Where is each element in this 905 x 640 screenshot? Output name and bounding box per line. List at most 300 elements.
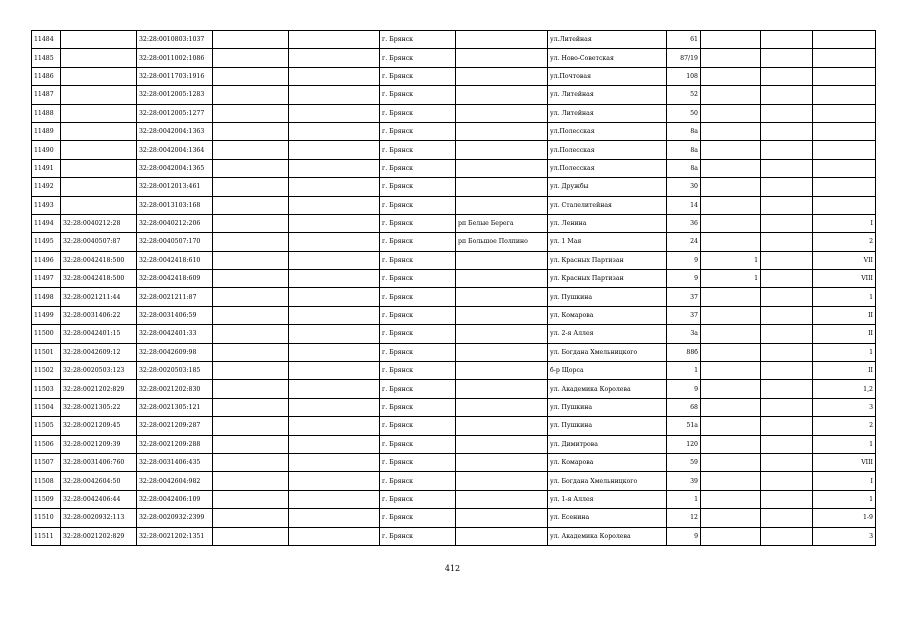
cell-settlement — [456, 343, 548, 361]
cell-col-4 — [213, 306, 289, 324]
cell-house-number: 88б — [667, 343, 701, 361]
cell-col-11 — [761, 86, 813, 104]
cell-room-number — [813, 67, 876, 85]
cell-object-cadastral-number: 32:28:0021211:87 — [137, 288, 213, 306]
cell-row-number: 11485 — [32, 49, 61, 67]
cell-house-number: 59 — [667, 453, 701, 471]
cell-settlement — [456, 325, 548, 343]
cell-parcel-cadastral-number — [61, 196, 137, 214]
cell-col-4 — [213, 490, 289, 508]
cell-row-number: 11505 — [32, 417, 61, 435]
cell-col-4 — [213, 251, 289, 269]
cell-row-number: 11495 — [32, 233, 61, 251]
cell-col-10 — [701, 343, 761, 361]
cell-city: г. Брянск — [380, 453, 456, 471]
cell-col-11 — [761, 251, 813, 269]
cell-city: г. Брянск — [380, 159, 456, 177]
cell-parcel-cadastral-number — [61, 104, 137, 122]
cell-col-11 — [761, 196, 813, 214]
cell-col-11 — [761, 67, 813, 85]
cell-street: ул. Богдана Хмельницкого — [548, 472, 667, 490]
cell-city: г. Брянск — [380, 362, 456, 380]
cell-parcel-cadastral-number: 32:28:0020503:123 — [61, 362, 137, 380]
cell-object-cadastral-number: 32:28:0011703:1916 — [137, 67, 213, 85]
cell-house-number: 3а — [667, 325, 701, 343]
cell-parcel-cadastral-number — [61, 86, 137, 104]
cell-house-number: 37 — [667, 288, 701, 306]
cell-parcel-cadastral-number: 32:28:0031406:760 — [61, 453, 137, 471]
cell-street: ул. Димитрова — [548, 435, 667, 453]
cell-parcel-cadastral-number: 32:28:0040507:87 — [61, 233, 137, 251]
cell-object-cadastral-number: 32:28:0040507:170 — [137, 233, 213, 251]
cell-object-cadastral-number: 32:28:0021202:1351 — [137, 527, 213, 545]
cell-row-number: 11509 — [32, 490, 61, 508]
cell-settlement — [456, 141, 548, 159]
cell-room-number — [813, 141, 876, 159]
cell-house-number: 9 — [667, 270, 701, 288]
cell-col-4 — [213, 233, 289, 251]
cell-street: ул. Есенина — [548, 509, 667, 527]
cell-col-11 — [761, 159, 813, 177]
cell-col-11 — [761, 178, 813, 196]
cell-house-number: 36 — [667, 214, 701, 232]
cell-col-4 — [213, 67, 289, 85]
cell-room-number: VII — [813, 251, 876, 269]
cell-object-cadastral-number: 32:28:0012013:461 — [137, 178, 213, 196]
cell-city: г. Брянск — [380, 214, 456, 232]
cell-col-10 — [701, 49, 761, 67]
cell-col-5 — [289, 233, 380, 251]
cell-parcel-cadastral-number: 32:28:0042418:500 — [61, 270, 137, 288]
cell-settlement — [456, 417, 548, 435]
cell-settlement — [456, 86, 548, 104]
cell-house-number: 12 — [667, 509, 701, 527]
cell-street: ул. Комарова — [548, 453, 667, 471]
cell-city: г. Брянск — [380, 49, 456, 67]
cell-col-11 — [761, 288, 813, 306]
cell-row-number: 11510 — [32, 509, 61, 527]
cell-street: ул. 2-я Аллея — [548, 325, 667, 343]
cell-col-10 — [701, 67, 761, 85]
cell-parcel-cadastral-number — [61, 67, 137, 85]
cell-room-number — [813, 104, 876, 122]
cell-object-cadastral-number: 32:28:0010803:1037 — [137, 31, 213, 49]
cell-parcel-cadastral-number: 32:28:0042401:15 — [61, 325, 137, 343]
cell-col-5 — [289, 472, 380, 490]
cell-street: ул. Богдана Хмельницкого — [548, 343, 667, 361]
cell-settlement — [456, 31, 548, 49]
table-row — [32, 159, 876, 177]
cell-parcel-cadastral-number: 32:28:0021202:829 — [61, 527, 137, 545]
cell-street: ул. Красных Партизан — [548, 270, 667, 288]
cell-col-11 — [761, 270, 813, 288]
cell-col-11 — [761, 453, 813, 471]
cell-object-cadastral-number: 32:28:0021305:121 — [137, 398, 213, 416]
cell-col-5 — [289, 251, 380, 269]
cell-col-10 — [701, 306, 761, 324]
table-body — [32, 31, 876, 546]
cell-city: г. Брянск — [380, 86, 456, 104]
cell-col-11 — [761, 214, 813, 232]
cell-col-11 — [761, 380, 813, 398]
cell-object-cadastral-number: 32:28:0042401:33 — [137, 325, 213, 343]
page-number: 412 — [444, 564, 461, 573]
cell-row-number: 11502 — [32, 362, 61, 380]
cell-parcel-cadastral-number: 32:28:0042406:44 — [61, 490, 137, 508]
table-row — [32, 417, 876, 435]
cell-col-5 — [289, 86, 380, 104]
cell-col-4 — [213, 288, 289, 306]
cell-room-number: 2 — [813, 417, 876, 435]
cell-row-number: 11504 — [32, 398, 61, 416]
cell-street: ул. 1 Мая — [548, 233, 667, 251]
cell-parcel-cadastral-number: 32:28:0042609:12 — [61, 343, 137, 361]
cell-city: г. Брянск — [380, 398, 456, 416]
cell-settlement — [456, 104, 548, 122]
cell-room-number: 3 — [813, 398, 876, 416]
cell-settlement — [456, 453, 548, 471]
cell-object-cadastral-number: 32:28:0042004:1365 — [137, 159, 213, 177]
cell-col-5 — [289, 214, 380, 232]
cell-object-cadastral-number: 32:28:0013103:168 — [137, 196, 213, 214]
cell-col-10 — [701, 178, 761, 196]
cell-col-4 — [213, 509, 289, 527]
cell-street: ул. Дружбы — [548, 178, 667, 196]
cell-room-number — [813, 122, 876, 140]
cell-col-4 — [213, 325, 289, 343]
cell-col-5 — [289, 380, 380, 398]
cell-street: ул.Полесская — [548, 159, 667, 177]
cell-settlement — [456, 435, 548, 453]
cell-object-cadastral-number: 32:28:0042604:982 — [137, 472, 213, 490]
cell-col-4 — [213, 159, 289, 177]
cell-col-11 — [761, 417, 813, 435]
cell-object-cadastral-number: 32:28:0020932:2399 — [137, 509, 213, 527]
cell-settlement — [456, 398, 548, 416]
cell-col-10 — [701, 453, 761, 471]
cell-col-4 — [213, 380, 289, 398]
cell-settlement — [456, 251, 548, 269]
cell-house-number: 24 — [667, 233, 701, 251]
cell-parcel-cadastral-number: 32:28:0021211:44 — [61, 288, 137, 306]
cell-city: г. Брянск — [380, 417, 456, 435]
cell-row-number: 11494 — [32, 214, 61, 232]
cell-city: г. Брянск — [380, 509, 456, 527]
cell-city: г. Брянск — [380, 527, 456, 545]
table-row — [32, 49, 876, 67]
cell-city: г. Брянск — [380, 67, 456, 85]
cell-house-number: 9 — [667, 527, 701, 545]
cell-col-10 — [701, 159, 761, 177]
cell-street: ул. Литейная — [548, 86, 667, 104]
cell-room-number — [813, 178, 876, 196]
cell-col-10 — [701, 362, 761, 380]
cell-parcel-cadastral-number: 32:28:0031406:22 — [61, 306, 137, 324]
table-row — [32, 343, 876, 361]
cell-settlement — [456, 67, 548, 85]
cell-city: г. Брянск — [380, 196, 456, 214]
cell-parcel-cadastral-number — [61, 159, 137, 177]
cell-room-number: VIII — [813, 453, 876, 471]
records-table — [31, 30, 876, 546]
cell-house-number: 51а — [667, 417, 701, 435]
cell-row-number: 11490 — [32, 141, 61, 159]
table-row — [32, 288, 876, 306]
cell-room-number: II — [813, 362, 876, 380]
cell-col-11 — [761, 527, 813, 545]
cell-col-10 — [701, 214, 761, 232]
table-row — [32, 122, 876, 140]
cell-street: ул. Ленина — [548, 214, 667, 232]
cell-city: г. Брянск — [380, 122, 456, 140]
cell-city: г. Брянск — [380, 380, 456, 398]
cell-col-11 — [761, 362, 813, 380]
cell-col-10 — [701, 472, 761, 490]
table-row — [32, 527, 876, 545]
cell-col-5 — [289, 196, 380, 214]
cell-col-11 — [761, 435, 813, 453]
cell-col-5 — [289, 122, 380, 140]
cell-col-5 — [289, 362, 380, 380]
cell-room-number: VIII — [813, 270, 876, 288]
cell-col-4 — [213, 343, 289, 361]
table-row — [32, 214, 876, 232]
table-row — [32, 325, 876, 343]
cell-col-5 — [289, 343, 380, 361]
cell-settlement — [456, 527, 548, 545]
cell-street: б-р Щорса — [548, 362, 667, 380]
cell-parcel-cadastral-number: 32:28:0042604:50 — [61, 472, 137, 490]
cell-col-5 — [289, 306, 380, 324]
cell-house-number: 50 — [667, 104, 701, 122]
cell-row-number: 11506 — [32, 435, 61, 453]
cell-room-number — [813, 86, 876, 104]
cell-house-number: 61 — [667, 31, 701, 49]
cell-object-cadastral-number: 32:28:0021209:288 — [137, 435, 213, 453]
cell-col-11 — [761, 233, 813, 251]
cell-room-number — [813, 49, 876, 67]
cell-col-11 — [761, 122, 813, 140]
cell-row-number: 11501 — [32, 343, 61, 361]
cell-city: г. Брянск — [380, 178, 456, 196]
cell-settlement — [456, 490, 548, 508]
cell-col-4 — [213, 214, 289, 232]
cell-col-5 — [289, 159, 380, 177]
cell-street: ул.Почтовая — [548, 67, 667, 85]
cell-row-number: 11486 — [32, 67, 61, 85]
cell-settlement: рп Большое Полпино — [456, 233, 548, 251]
cell-row-number: 11498 — [32, 288, 61, 306]
cell-col-4 — [213, 196, 289, 214]
cell-settlement — [456, 49, 548, 67]
cell-col-5 — [289, 270, 380, 288]
cell-object-cadastral-number: 32:28:0011002:1086 — [137, 49, 213, 67]
table-row — [32, 251, 876, 269]
cell-col-10 — [701, 31, 761, 49]
cell-col-4 — [213, 104, 289, 122]
cell-col-10 — [701, 435, 761, 453]
cell-parcel-cadastral-number: 32:28:0020932:113 — [61, 509, 137, 527]
cell-col-10 — [701, 325, 761, 343]
cell-city: г. Брянск — [380, 141, 456, 159]
cell-parcel-cadastral-number: 32:28:0040212:28 — [61, 214, 137, 232]
cell-col-4 — [213, 453, 289, 471]
cell-room-number: 1 — [813, 343, 876, 361]
cell-city: г. Брянск — [380, 306, 456, 324]
cell-parcel-cadastral-number: 32:28:0021202:829 — [61, 380, 137, 398]
cell-house-number: 1 — [667, 490, 701, 508]
cell-col-10 — [701, 288, 761, 306]
cell-room-number — [813, 196, 876, 214]
cell-col-5 — [289, 104, 380, 122]
cell-col-10 — [701, 509, 761, 527]
table-row — [32, 509, 876, 527]
cell-row-number: 11497 — [32, 270, 61, 288]
cell-street: ул. Литейная — [548, 104, 667, 122]
cell-row-number: 11503 — [32, 380, 61, 398]
table-row — [32, 398, 876, 416]
cell-col-10 — [701, 398, 761, 416]
cell-col-5 — [289, 435, 380, 453]
cell-row-number: 11487 — [32, 86, 61, 104]
cell-object-cadastral-number: 32:28:0021209:287 — [137, 417, 213, 435]
cell-parcel-cadastral-number — [61, 178, 137, 196]
cell-col-5 — [289, 178, 380, 196]
cell-row-number: 11491 — [32, 159, 61, 177]
cell-street: ул. Комарова — [548, 306, 667, 324]
cell-col-5 — [289, 141, 380, 159]
cell-city: г. Брянск — [380, 233, 456, 251]
table-row — [32, 490, 876, 508]
cell-col-4 — [213, 527, 289, 545]
cell-house-number: 1 — [667, 362, 701, 380]
cell-house-number: 9 — [667, 380, 701, 398]
cell-street: ул. Академика Королева — [548, 527, 667, 545]
cell-col-5 — [289, 527, 380, 545]
cell-room-number: II — [813, 325, 876, 343]
cell-row-number: 11484 — [32, 31, 61, 49]
cell-row-number: 11508 — [32, 472, 61, 490]
cell-room-number: 1-9 — [813, 509, 876, 527]
cell-house-number: 30 — [667, 178, 701, 196]
table-row — [32, 435, 876, 453]
cell-house-number: 8а — [667, 122, 701, 140]
cell-col-5 — [289, 288, 380, 306]
table-row — [32, 270, 876, 288]
cell-room-number: II — [813, 306, 876, 324]
cell-street: ул. Пушкина — [548, 398, 667, 416]
cell-house-number: 14 — [667, 196, 701, 214]
cell-settlement — [456, 472, 548, 490]
table-row — [32, 67, 876, 85]
cell-col-4 — [213, 472, 289, 490]
cell-object-cadastral-number: 32:28:0031406:59 — [137, 306, 213, 324]
cell-col-5 — [289, 31, 380, 49]
cell-row-number: 11496 — [32, 251, 61, 269]
table-row — [32, 104, 876, 122]
cell-row-number: 11499 — [32, 306, 61, 324]
cell-row-number: 11489 — [32, 122, 61, 140]
cell-city: г. Брянск — [380, 472, 456, 490]
cell-street: ул.Полесская — [548, 122, 667, 140]
cell-room-number — [813, 31, 876, 49]
table-row — [32, 196, 876, 214]
cell-col-4 — [213, 417, 289, 435]
cell-settlement: рп Белые Берега — [456, 214, 548, 232]
cell-city: г. Брянск — [380, 490, 456, 508]
cell-parcel-cadastral-number: 32:28:0042418:500 — [61, 251, 137, 269]
cell-parcel-cadastral-number: 32:28:0021209:39 — [61, 435, 137, 453]
cell-parcel-cadastral-number — [61, 122, 137, 140]
cell-col-4 — [213, 49, 289, 67]
cell-col-11 — [761, 141, 813, 159]
cell-col-11 — [761, 398, 813, 416]
cell-street: ул.Литейная — [548, 31, 667, 49]
cell-object-cadastral-number: 32:28:0021202:830 — [137, 380, 213, 398]
cell-col-5 — [289, 325, 380, 343]
cell-row-number: 11500 — [32, 325, 61, 343]
cell-object-cadastral-number: 32:28:0031406:435 — [137, 453, 213, 471]
cell-parcel-cadastral-number: 32:28:0021209:45 — [61, 417, 137, 435]
cell-col-5 — [289, 417, 380, 435]
cell-col-5 — [289, 67, 380, 85]
cell-house-number: 87/19 — [667, 49, 701, 67]
cell-parcel-cadastral-number — [61, 49, 137, 67]
cell-row-number: 11492 — [32, 178, 61, 196]
cell-object-cadastral-number: 32:28:0012005:1277 — [137, 104, 213, 122]
cell-settlement — [456, 270, 548, 288]
table-row — [32, 141, 876, 159]
table-row — [32, 362, 876, 380]
cell-room-number: 1 — [813, 288, 876, 306]
cell-settlement — [456, 306, 548, 324]
table-row — [32, 31, 876, 49]
cell-col-5 — [289, 398, 380, 416]
cell-col-10 — [701, 196, 761, 214]
table-row — [32, 178, 876, 196]
cell-parcel-cadastral-number: 32:28:0021305:22 — [61, 398, 137, 416]
cell-col-5 — [289, 490, 380, 508]
cell-room-number: I — [813, 214, 876, 232]
cell-house-number: 120 — [667, 435, 701, 453]
cell-col-4 — [213, 270, 289, 288]
cell-col-10 — [701, 141, 761, 159]
cell-object-cadastral-number: 32:28:0012005:1283 — [137, 86, 213, 104]
cell-col-11 — [761, 49, 813, 67]
table-row — [32, 453, 876, 471]
cell-col-11 — [761, 343, 813, 361]
cell-col-11 — [761, 31, 813, 49]
cell-city: г. Брянск — [380, 104, 456, 122]
cell-col-5 — [289, 49, 380, 67]
cell-col-11 — [761, 325, 813, 343]
cell-city: г. Брянск — [380, 270, 456, 288]
cell-col-4 — [213, 362, 289, 380]
cell-col-4 — [213, 178, 289, 196]
cell-parcel-cadastral-number — [61, 31, 137, 49]
cell-city: г. Брянск — [380, 251, 456, 269]
cell-room-number — [813, 159, 876, 177]
cell-city: г. Брянск — [380, 435, 456, 453]
cell-object-cadastral-number: 32:28:0020503:185 — [137, 362, 213, 380]
cell-settlement — [456, 122, 548, 140]
cell-col-4 — [213, 31, 289, 49]
cell-col-11 — [761, 306, 813, 324]
cell-house-number: 68 — [667, 398, 701, 416]
cell-col-10 — [701, 380, 761, 398]
cell-col-11 — [761, 104, 813, 122]
cell-object-cadastral-number: 32:28:0042418:610 — [137, 251, 213, 269]
